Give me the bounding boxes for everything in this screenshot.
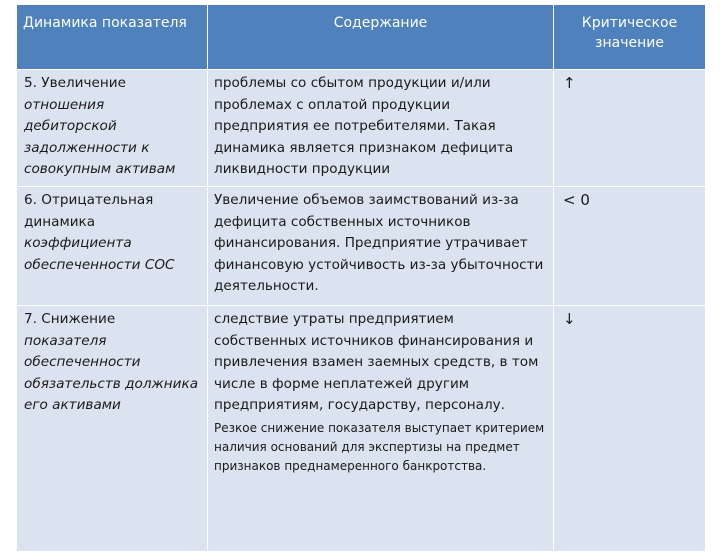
- header-critical-value: Критическое значение: [554, 5, 706, 70]
- content-note: Резкое снижение показателя выступает критерием наличия оснований для экспертизы на предмет признаков преднамеренного банкротства.: [214, 420, 545, 473]
- header-content: Содержание: [208, 5, 554, 70]
- indicator-table: [16, 4, 706, 552]
- indicator-number: 7. Снижение: [24, 311, 116, 327]
- indicator-cell: [17, 306, 208, 552]
- indicator-number: 6. Отрицательная динамика: [24, 192, 154, 230]
- critical-value: ↑: [563, 74, 576, 92]
- content-text: следствие утраты предприятием собственных источников финансирования и привлечения взамен заемных средств, в том числе в форме неплатежей другим предприятиям, государству, персоналу.: [214, 311, 539, 414]
- table-row: [17, 306, 706, 552]
- content-cell: [208, 187, 554, 306]
- table-header-row: [17, 5, 706, 70]
- content-text: проблемы со сбытом продукции и/или проблемах с оплатой продукции предприятия ее потребителями. Такая динамика является признаком дефицита ликвидности продукции: [214, 75, 514, 178]
- content-cell: [208, 70, 554, 187]
- critical-value-cell: [554, 187, 706, 306]
- critical-value-cell: [554, 70, 706, 187]
- critical-value-cell: [554, 306, 706, 552]
- indicator-name: коэффициента обеспеченности СОС: [24, 235, 175, 273]
- critical-value: < 0: [563, 191, 590, 209]
- indicator-cell: [17, 187, 208, 306]
- table-row: [17, 70, 706, 187]
- indicator-cell: [17, 70, 208, 187]
- content-text: Увеличение объемов заимствований из-за дефицита собственных источников финансирования. Предприятие утрачивает финансовую устойчивость из-за убыточности деятельности.: [214, 192, 544, 295]
- indicator-number: 5. Увеличение: [24, 75, 126, 91]
- indicator-name: показателя обеспеченности обязательств должника его активами: [24, 332, 199, 414]
- content-cell: [208, 306, 554, 552]
- indicator-name: отношения дебиторской задолженности к совокупным активам: [24, 96, 176, 178]
- critical-value: ↓: [563, 310, 576, 328]
- table-row: [17, 187, 706, 306]
- header-dynamics: Динамика показателя: [17, 5, 208, 70]
